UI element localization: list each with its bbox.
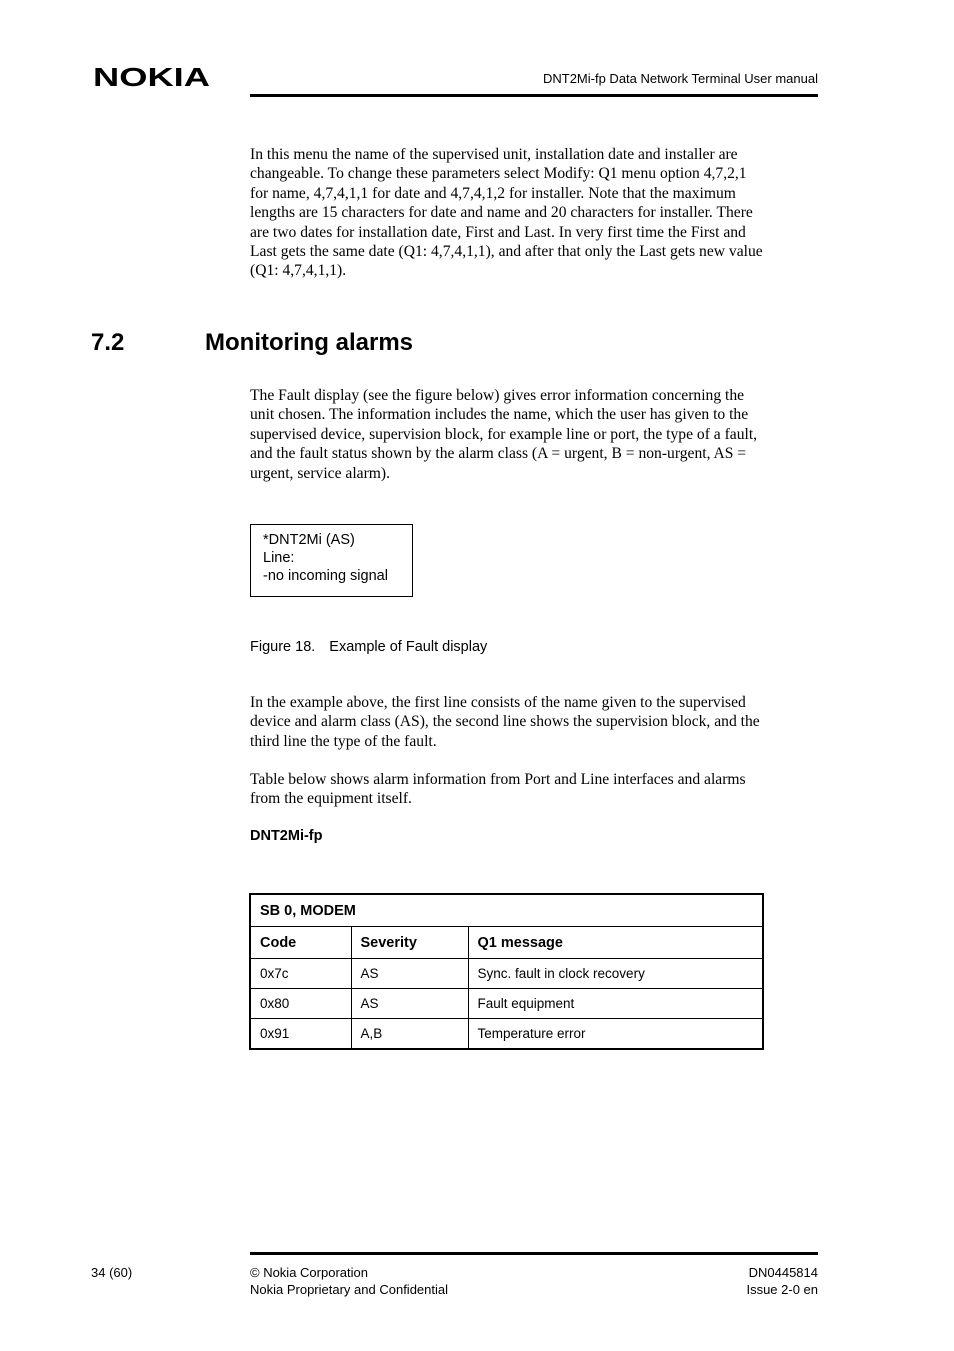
intro-paragraph xyxy=(250,145,820,281)
copyright: © Nokia Corporation xyxy=(250,1265,368,1280)
text-line: Last gets the same date (Q1: 4,7,4,1,1), and after that only the Last gets new value xyxy=(250,243,763,261)
column-header: Q1 message xyxy=(468,927,763,959)
table-cell: AS xyxy=(351,989,468,1019)
section-number: 7.2 xyxy=(91,329,125,356)
figure-caption-text: Example of Fault display xyxy=(329,639,488,655)
text-line: Table below shows alarm information from Port and Line interfaces and alarms xyxy=(250,771,746,788)
figure-label: Figure 18. xyxy=(250,639,316,655)
table-cell: Temperature error xyxy=(468,1019,763,1050)
text-line: changeable. To change these parameters select Modify: Q1 menu option 4,7,2,1 xyxy=(250,165,747,183)
fault-paragraph xyxy=(250,386,820,483)
text-line: are two dates for installation date, First and Last. In very first time the First and xyxy=(250,223,746,241)
example-paragraph xyxy=(250,693,820,751)
fault-display-box xyxy=(250,524,413,597)
text-line: for name, 4,7,4,1,1 for date and 4,7,4,1,2 for installer. Note that the maximum xyxy=(250,184,736,202)
alarm-table xyxy=(249,893,764,1050)
text-line: supervised device, supervision block, for example line or port, the type of a fault, xyxy=(250,425,758,443)
column-header: Severity xyxy=(351,927,468,959)
fault-display-line-2: Line: xyxy=(263,550,295,566)
table-cell: Fault equipment xyxy=(468,989,763,1019)
table-cell: A,B xyxy=(351,1019,468,1050)
text-line: device and alarm class (AS), the second line shows the supervision block, and the xyxy=(250,713,760,731)
table-cell: 0x91 xyxy=(250,1019,351,1050)
table-row xyxy=(250,1019,763,1050)
text-line: In this menu the name of the supervised unit, installation date and installer are xyxy=(250,146,738,163)
table-cell: AS xyxy=(351,959,468,989)
table-row xyxy=(250,959,763,989)
nokia-logo xyxy=(93,64,211,90)
text-line: (Q1: 4,7,4,1,1). xyxy=(250,262,347,280)
table-cell: 0x7c xyxy=(250,959,351,989)
logo-text: NOKIA xyxy=(93,64,211,90)
text-line: The Fault display (see the figure below) gives error information concerning the xyxy=(250,387,745,404)
figure-caption xyxy=(250,639,487,655)
table-cell: 0x80 xyxy=(250,989,351,1019)
text-line: from the equipment itself. xyxy=(250,790,412,808)
table-title-row xyxy=(250,894,763,927)
column-header: Code xyxy=(250,927,351,959)
page-number: 34 (60) xyxy=(91,1265,133,1280)
fault-display-line-3: -no incoming signal xyxy=(263,568,388,584)
header-title: DNT2Mi-fp Data Network Terminal User manual xyxy=(542,71,818,86)
text-line: third line the type of the fault. xyxy=(250,732,437,750)
issue-label: Issue 2-0 en xyxy=(746,1282,818,1297)
text-line: unit chosen. The information includes the name, which the user has given to the xyxy=(250,406,749,424)
text-line: and the fault status shown by the alarm class (A = urgent, B = non-urgent, AS = xyxy=(250,445,747,463)
table-title: SB 0, MODEM xyxy=(250,894,763,927)
footer-rule xyxy=(250,1252,818,1255)
section-title: Monitoring alarms xyxy=(205,329,414,356)
table-intro-paragraph xyxy=(250,770,820,809)
fault-display-line-1: *DNT2Mi (AS) xyxy=(263,532,355,548)
table-cell: Sync. fault in clock recovery xyxy=(468,959,763,989)
document-number: DN0445814 xyxy=(748,1265,818,1280)
subheading: DNT2Mi-fp xyxy=(250,828,323,844)
table-header-row xyxy=(250,927,763,959)
header-rule xyxy=(250,94,818,97)
table-row xyxy=(250,989,763,1019)
text-line: lengths are 15 characters for date and name and 20 characters for installer. There xyxy=(250,204,753,222)
text-line: In the example above, the first line consists of the name given to the supervised xyxy=(250,694,746,711)
confidential-notice: Nokia Proprietary and Confidential xyxy=(250,1282,448,1297)
text-line: urgent, service alarm). xyxy=(250,464,390,482)
